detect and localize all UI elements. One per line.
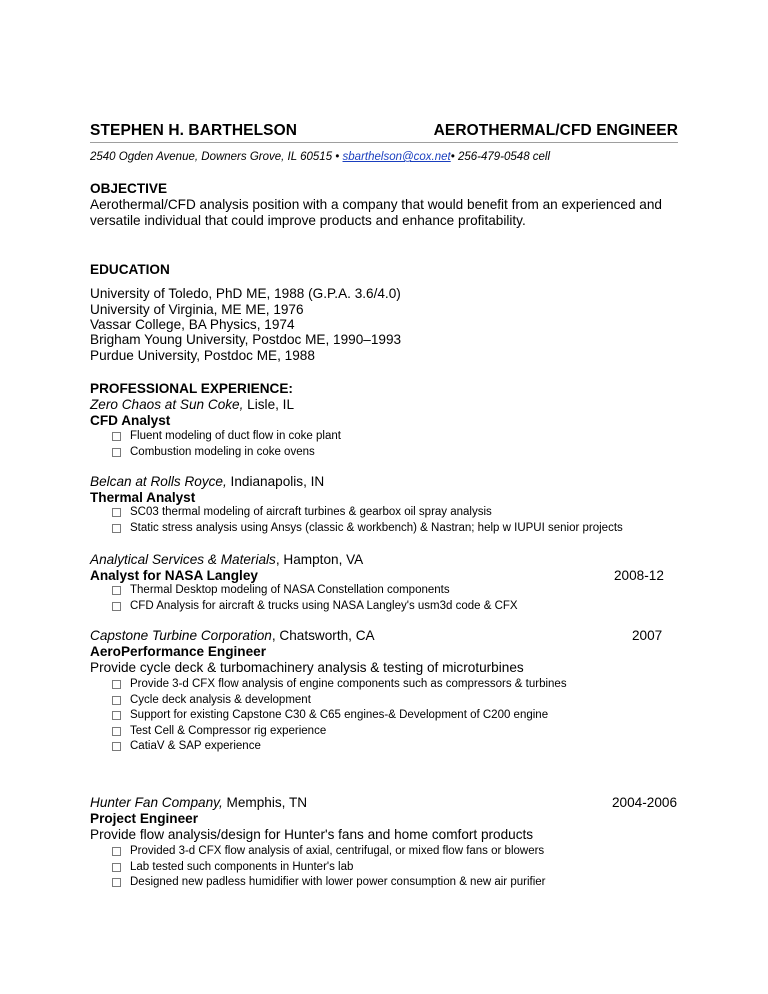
list-item: CFD Analysis for aircraft & trucks using NASA Langley's usm3d code & CFX (112, 599, 518, 615)
company-location: Memphis, TN (222, 795, 308, 810)
list-item: Provided 3-d CFX flow analysis of axial, centrifugal, or mixed flow fans or blowers (112, 844, 545, 860)
company-name: Zero Chaos at Sun Coke, (90, 397, 244, 412)
checkbox-icon (112, 680, 121, 689)
experience-heading: PROFESSIONAL EXPERIENCE: (90, 381, 293, 396)
checkbox-icon (112, 742, 121, 751)
checkbox-icon (112, 586, 121, 595)
company-location: , Hampton, VA (275, 552, 364, 567)
checkbox-icon (112, 711, 121, 720)
job-bullets (112, 583, 518, 614)
list-item: Static stress analysis using Ansys (classic & workbench) & Nastran; help w IUPUI senior projects (112, 521, 623, 537)
job-company-line (90, 474, 324, 489)
email-link[interactable]: sbarthelson@cox.net (342, 151, 451, 163)
checkbox-icon (112, 524, 121, 533)
job-company-line (90, 795, 307, 810)
job-bullets (112, 677, 567, 755)
checkbox-icon (112, 432, 121, 441)
company-name: Analytical Services & Materials (90, 552, 276, 567)
job-bullets (112, 429, 341, 460)
checkbox-icon (112, 448, 121, 457)
list-item: Provide 3-d CFX flow analysis of engine components such as compressors & turbines (112, 677, 567, 693)
job-company-line (90, 628, 375, 643)
company-name: Capstone Turbine Corporation (90, 628, 272, 643)
job-year: 2004-2006 (612, 795, 678, 810)
list-item: Test Cell & Compressor rig experience (112, 724, 567, 740)
job-year: 2008-12 (614, 568, 664, 583)
job-title: AEROTHERMAL/CFD ENGINEER (433, 122, 678, 139)
list-item: Lab tested such components in Hunter's lab (112, 860, 545, 876)
education-item: Brigham Young University, Postdoc ME, 1990–1993 (90, 332, 402, 347)
checkbox-icon (112, 508, 121, 517)
company-name: Belcan at Rolls Royce, (90, 474, 227, 489)
company-location: , Chatsworth, CA (271, 628, 375, 643)
education-item: Purdue University, Postdoc ME, 1988 (90, 348, 315, 363)
checkbox-icon (112, 847, 121, 856)
checkbox-icon (112, 602, 121, 611)
company-location: Lisle, IL (243, 397, 295, 412)
job-role: Analyst for NASA Langley (90, 568, 258, 583)
job-company-line (90, 397, 294, 412)
address: 2540 Ogden Avenue, Downers Grove, IL 60515 (90, 151, 333, 163)
checkbox-icon (112, 863, 121, 872)
checkbox-icon (112, 696, 121, 705)
job-summary: Provide cycle deck & turbomachinery analysis & testing of microturbines (90, 660, 524, 675)
checkbox-icon (112, 727, 121, 736)
company-location: Indianapolis, IN (226, 474, 325, 489)
job-role: CFD Analyst (90, 413, 171, 428)
list-item: Thermal Desktop modeling of NASA Constellation components (112, 583, 518, 599)
list-item: Support for existing Capstone C30 & C65 engines-& Development of C200 engine (112, 708, 567, 724)
job-role: Project Engineer (90, 811, 199, 826)
list-item: CatiaV & SAP experience (112, 739, 567, 755)
job-role: Thermal Analyst (90, 490, 196, 505)
education-heading: EDUCATION (90, 262, 170, 277)
education-item: University of Toledo, PhD ME, 1988 (G.P.A. 3.6/4.0) (90, 286, 401, 301)
job-role: AeroPerformance Engineer (90, 644, 267, 659)
contact-line (90, 151, 550, 163)
education-item: Vassar College, BA Physics, 1974 (90, 317, 295, 332)
objective-heading: OBJECTIVE (90, 181, 168, 196)
job-bullets (112, 505, 623, 536)
list-item: Designed new padless humidifier with lower power consumption & new air purifier (112, 875, 545, 891)
job-summary: Provide flow analysis/design for Hunter's fans and home comfort products (90, 827, 534, 842)
company-name: Hunter Fan Company, (90, 795, 223, 810)
list-item: Combustion modeling in coke ovens (112, 445, 341, 461)
candidate-name: STEPHEN H. BARTHELSON (90, 122, 298, 139)
separator: • (332, 151, 343, 163)
list-item: SC03 thermal modeling of aircraft turbines & gearbox oil spray analysis (112, 505, 623, 521)
checkbox-icon (112, 878, 121, 887)
phone: • 256-479-0548 cell (450, 151, 551, 163)
resume-header (90, 122, 678, 143)
objective-text: Aerothermal/CFD analysis position with a company that would benefit from an experienced and versatile individual that could improve products and enhance profitability. (90, 197, 662, 228)
job-bullets (112, 844, 545, 891)
list-item: Fluent modeling of duct flow in coke plant (112, 429, 341, 445)
education-item: University of Virginia, ME ME, 1976 (90, 302, 304, 317)
job-company-line (90, 552, 363, 567)
job-year: 2007 (632, 628, 663, 643)
list-item: Cycle deck analysis & development (112, 693, 567, 709)
